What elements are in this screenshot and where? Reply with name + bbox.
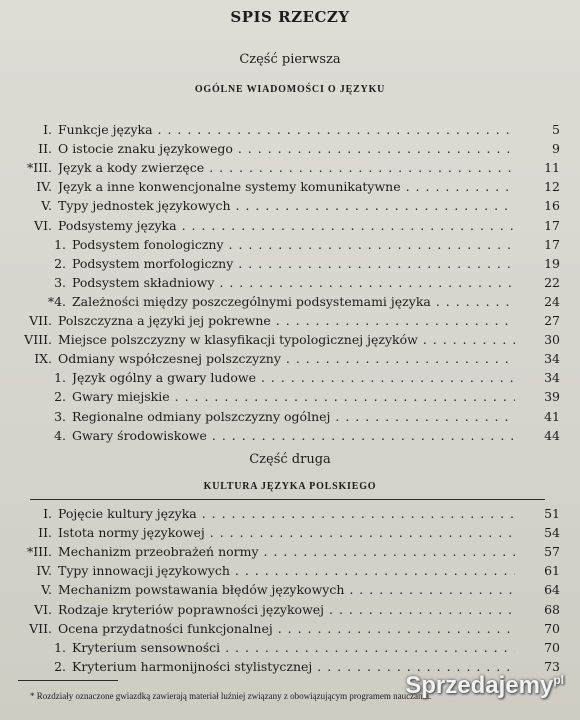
toc-entry	[0, 178, 560, 196]
toc-entry-number: V.	[41, 198, 52, 214]
toc-entry-number: II.	[38, 525, 52, 541]
toc-entry-number: 1.	[54, 236, 66, 252]
toc-entry-number: 4.	[54, 427, 66, 443]
toc-entry-page: 19	[544, 255, 560, 271]
toc-entry-page: 9	[552, 141, 560, 157]
watermark-text: Sprzedajemy	[405, 672, 554, 699]
toc-entry-number: VI.	[34, 601, 52, 617]
toc-entry-number: 1.	[54, 370, 66, 386]
toc-entry-number: IX.	[34, 351, 52, 367]
toc-entry-title: Język a inne konwencjonalne systemy komunikatywne . . .	[58, 178, 515, 196]
toc-entry-number: VII.	[29, 620, 52, 636]
toc-entry-number: *4.	[47, 293, 66, 309]
toc-entry-number: VI.	[34, 217, 52, 233]
toc-entry	[0, 369, 560, 387]
toc-entry	[0, 427, 560, 445]
toc-entry-title: Ocena przydatności funkcjonalnej . . .	[58, 620, 515, 638]
toc-entry-page: 17	[544, 236, 560, 252]
toc-entry-number: *III.	[26, 544, 52, 560]
page-title: SPIS RZECZY	[230, 8, 350, 26]
toc-entry-title: Podsystemy języka . . .	[58, 217, 515, 235]
toc-entry-title: Typy jednostek językowych . . .	[58, 197, 515, 215]
toc-entry	[0, 293, 560, 311]
toc-entry-number: I.	[43, 506, 52, 521]
part-2-name: KULTURA JĘZYKA POLSKIEGO	[203, 481, 377, 492]
footnote-rule	[18, 680, 118, 681]
toc-entry-title: Mechanizm przeobrażeń normy . . .	[58, 543, 515, 561]
toc-entry-title: Regionalne odmiany polszczyzny ogólnej . . .	[72, 408, 515, 426]
toc-entry-number: VII.	[29, 313, 52, 328]
toc-entry-page: 64	[544, 582, 560, 598]
toc-entry	[0, 620, 560, 638]
toc-entry	[0, 159, 560, 177]
toc-entry-number: 2.	[54, 389, 66, 405]
toc-entry-page: 44	[544, 427, 560, 443]
toc-entry	[0, 236, 560, 254]
part-1-label: Część pierwsza	[239, 52, 341, 67]
toc-entry-title: Język a kody zwierzęce . . .	[58, 159, 515, 177]
toc-entry	[0, 505, 560, 523]
toc-entry-page: 51	[544, 506, 560, 521]
toc-entry	[0, 562, 560, 580]
toc-entry	[0, 408, 560, 426]
toc-entry-page: 39	[544, 389, 560, 405]
toc-entry-number: 1.	[54, 639, 66, 655]
toc-entry	[0, 524, 560, 542]
toc-entry	[0, 388, 560, 406]
toc-entry-page: 17	[544, 217, 560, 233]
toc-entry-page: 70	[544, 620, 560, 636]
toc-entry-title: Kryterium harmonijności stylistycznej . . .	[72, 658, 515, 676]
toc-entry-number: 2.	[54, 658, 66, 674]
toc-entry	[0, 331, 560, 349]
toc-entry-title: Istota normy językowej . . .	[58, 524, 515, 542]
toc-entry-number: II.	[38, 141, 52, 157]
toc-entry-number: VIII.	[24, 332, 52, 348]
toc-entry-page: 16	[544, 198, 560, 214]
toc-entry	[0, 197, 560, 215]
toc-entry-title: Polszczyzna a języki jej pokrewne . . .	[58, 312, 515, 330]
toc-entry-page: 34	[544, 351, 560, 367]
toc-entry-page: 61	[544, 563, 560, 579]
toc-entry	[0, 601, 560, 619]
toc-entry-page: 68	[544, 601, 560, 617]
toc-entry	[0, 543, 560, 561]
toc-entry-title: Odmiany współczesnej polszczyzny . . .	[58, 350, 515, 368]
toc-entry	[0, 274, 560, 292]
watermark-suffix: pl	[553, 673, 564, 687]
toc-entry-title: Podsystem fonologiczny . . .	[72, 236, 515, 254]
toc-entry	[0, 140, 560, 158]
toc-entry	[0, 255, 560, 273]
toc-entry-number: IV.	[36, 563, 52, 579]
toc-entry-page: 22	[544, 274, 560, 290]
toc-entry-page: 24	[544, 293, 560, 309]
toc-entry-number: 3.	[54, 408, 66, 424]
toc-entry-page: 11	[544, 160, 560, 176]
toc-entry	[0, 312, 560, 330]
toc-entry-page: 70	[544, 639, 560, 655]
toc-entry-page: 41	[544, 408, 560, 424]
toc-entry-title: Kryterium sensowności . . .	[72, 639, 515, 657]
toc-entry-page: 30	[544, 332, 560, 348]
toc-entry-title: Miejsce polszczyzny w klasyfikacji typologicznej języków . . .	[58, 331, 515, 349]
toc-entry-title: Podsystem morfologiczny . . .	[72, 255, 515, 273]
toc-entry-title: O istocie znaku językowego . . .	[58, 140, 515, 158]
toc-entry	[0, 581, 560, 599]
toc-entry-title: Typy innowacji językowych . . .	[58, 562, 515, 580]
toc-entry	[0, 217, 560, 235]
toc-entry	[0, 350, 560, 368]
toc-entry-page: 12	[544, 179, 560, 195]
toc-entry-page: 5	[552, 122, 560, 137]
toc-entry-page: 34	[544, 370, 560, 386]
toc-entry-title: Funkcje języka . . .	[58, 121, 515, 139]
footnote: * Rozdziały oznaczone gwiazdką zawierają materiał luźniej związany z obowiązującym programem nauczania.	[30, 691, 432, 701]
section-divider	[30, 499, 545, 500]
toc-entry-page: 73	[544, 658, 560, 674]
watermark-logo	[405, 672, 564, 700]
toc-entry	[0, 121, 560, 139]
toc-entry-number: 3.	[54, 274, 66, 290]
toc-entry-title: Pojęcie kultury języka . . .	[58, 505, 515, 523]
toc-entry-page: 27	[544, 313, 560, 328]
toc-entry-title: Gwary miejskie . . .	[72, 388, 515, 406]
toc-entry-number: I.	[43, 122, 52, 137]
part-2-label: Część druga	[249, 452, 331, 467]
toc-entry-title: Rodzaje kryteriów poprawności językowej . . .	[58, 601, 515, 619]
toc-entry-page: 54	[544, 525, 560, 541]
toc-entry-number: V.	[41, 582, 52, 598]
toc-entry-title: Podsystem składniowy . . .	[72, 274, 515, 292]
toc-entry-number: IV.	[36, 179, 52, 195]
part-1-name: OGÓLNE WIADOMOŚCI O JĘZYKU	[194, 84, 386, 95]
toc-entry-title: Gwary środowiskowe . . .	[72, 427, 515, 445]
toc-entry-page: 57	[544, 544, 560, 560]
toc-entry	[0, 639, 560, 657]
toc-entry-title: Mechanizm powstawania błędów językowych . . .	[58, 581, 515, 599]
toc-entry-title: Język ogólny a gwary ludowe . . .	[72, 369, 515, 387]
toc-entry-title: Zależności między poszczególnymi podsystemami języka . . .	[72, 293, 515, 311]
toc-entry-number: 2.	[54, 255, 66, 271]
toc-entry-number: *III.	[26, 160, 52, 176]
